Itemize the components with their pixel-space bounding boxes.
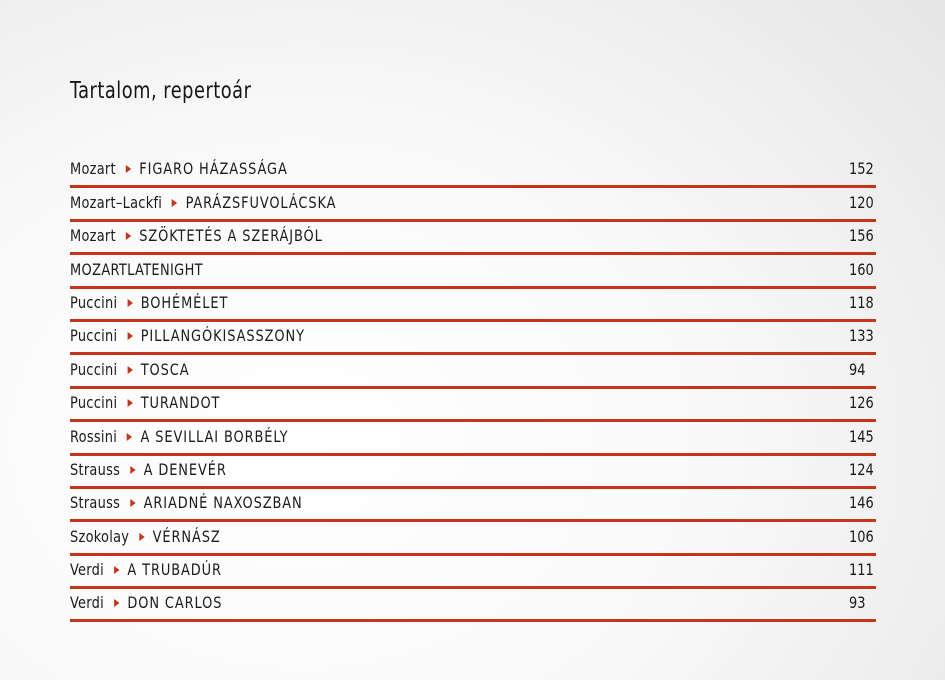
toc-row-3 — [70, 222, 876, 255]
page-number: 126 — [849, 393, 874, 413]
triangle-right-icon — [126, 165, 131, 173]
work-title: FIGARO HÁZASSÁGA — [139, 159, 288, 179]
toc-entry — [70, 360, 189, 379]
toc-entry — [70, 159, 288, 178]
composer-name: Mozart — [70, 226, 116, 246]
work-title: MOZARTLATENIGHT — [70, 259, 203, 279]
triangle-right-icon — [114, 599, 119, 607]
table-of-contents — [70, 155, 876, 622]
page-number: 118 — [849, 292, 874, 312]
work-title: TURANDOT — [140, 393, 221, 413]
toc-row-12 — [70, 522, 876, 555]
composer-name: Mozart–Lackfi — [70, 192, 163, 212]
toc-row-7 — [70, 355, 876, 388]
triangle-right-icon — [130, 466, 135, 474]
composer-name: Rossini — [70, 426, 118, 446]
page-number: 156 — [849, 226, 874, 246]
triangle-right-icon — [127, 332, 132, 340]
composer-name: Puccini — [70, 393, 118, 413]
page-number: 94 — [849, 359, 866, 379]
toc-row-4 — [70, 255, 876, 288]
triangle-right-icon — [172, 199, 177, 207]
composer-name: Puccini — [70, 326, 118, 346]
page-number: 124 — [849, 459, 874, 479]
page-title: Tartalom, repertoár — [70, 78, 252, 104]
page-number: 152 — [849, 159, 874, 179]
composer-name: Mozart — [70, 159, 116, 179]
page-number: 145 — [849, 426, 874, 446]
work-title: PILLANGÓKISASSZONY — [140, 326, 305, 346]
page-number: 160 — [849, 259, 874, 279]
toc-row-11 — [70, 489, 876, 522]
toc-entry — [70, 293, 228, 312]
toc-entry — [70, 527, 221, 546]
work-title: SZÖKTETÉS A SZERÁJBÓL — [139, 226, 323, 246]
toc-row-9 — [70, 422, 876, 455]
page-number: 106 — [849, 526, 874, 546]
toc-row-10 — [70, 456, 876, 489]
triangle-right-icon — [127, 433, 132, 441]
work-title: TOSCA — [140, 359, 190, 379]
toc-entry — [70, 593, 222, 612]
page-number: 111 — [849, 560, 874, 580]
work-title: PARÁZSFUVOLÁCSKA — [185, 192, 337, 212]
triangle-right-icon — [130, 499, 135, 507]
toc-row-8 — [70, 389, 876, 422]
toc-entry — [70, 560, 222, 579]
toc-entry — [70, 427, 288, 446]
composer-name: Strauss — [70, 459, 121, 479]
work-title: ARIADNÉ NAXOSZBAN — [143, 493, 303, 513]
page-number: 120 — [849, 192, 874, 212]
toc-entry — [70, 193, 336, 212]
page-number: 133 — [849, 326, 874, 346]
triangle-right-icon — [114, 566, 119, 574]
triangle-right-icon — [127, 299, 132, 307]
toc-entry — [70, 260, 203, 279]
toc-row-2 — [70, 188, 876, 221]
triangle-right-icon — [127, 399, 132, 407]
page-number: 146 — [849, 493, 874, 513]
toc-row-1 — [70, 155, 876, 188]
toc-row-6 — [70, 322, 876, 355]
work-title: A SEVILLAI BORBÉLY — [140, 426, 289, 446]
page-number: 93 — [849, 593, 866, 613]
composer-name: Puccini — [70, 359, 118, 379]
composer-name: Verdi — [70, 560, 104, 580]
toc-entry — [70, 226, 323, 245]
work-title: A DENEVÉR — [143, 459, 227, 479]
composer-name: Strauss — [70, 493, 121, 513]
work-title: BOHÉMÉLET — [140, 292, 229, 312]
triangle-right-icon — [139, 533, 144, 541]
triangle-right-icon — [127, 366, 132, 374]
composer-name: Puccini — [70, 292, 118, 312]
triangle-right-icon — [126, 232, 131, 240]
composer-name: Szokolay — [70, 526, 130, 546]
work-title: A TRUBADÚR — [127, 560, 222, 580]
toc-row-13 — [70, 556, 876, 589]
toc-entry — [70, 393, 220, 412]
toc-entry — [70, 493, 303, 512]
toc-entry — [70, 326, 305, 345]
work-title: VÉRNÁSZ — [152, 526, 221, 546]
toc-row-5 — [70, 289, 876, 322]
toc-entry — [70, 460, 227, 479]
toc-row-14 — [70, 589, 876, 622]
composer-name: Verdi — [70, 593, 104, 613]
work-title: DON CARLOS — [127, 593, 223, 613]
